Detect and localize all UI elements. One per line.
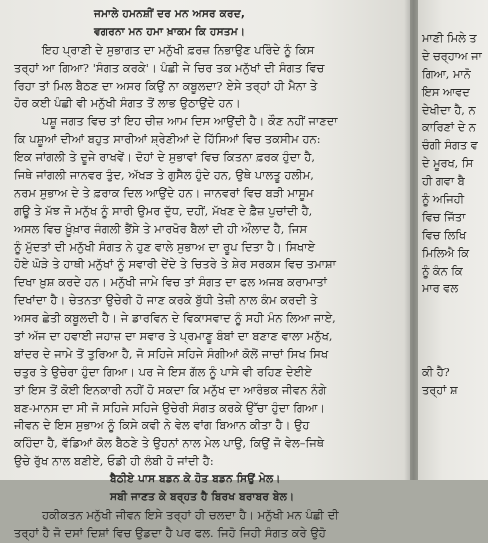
facing-text-line: ਨੂੰ ਕੰਨ ਕਿ: [422, 264, 463, 278]
facing-text-line: ਵਿਚ ਲਿਖਿ: [422, 228, 466, 242]
verse-line: ਜਮਾਲੇ ਹਮਨਸ਼ੀਂ ਦਰ ਮਨ ਅਸਰ ਕਰਦ,: [94, 8, 246, 20]
text-line: ਦਿਖਾ ਖ਼ੁਸ਼ ਕਰਦੇ ਹਨ। ਮਨੁੱਖੀ ਜਾਮੇ ਵਿਚ ਤਾਂ ਸੰਗਤ ਦਾ ਫਲ ਅਜਬ ਕਰਾਮਾਤਾਂ: [14, 276, 327, 290]
text-line: ਰਿਹਾ ਤਾਂ ਮਿਲ ਬੈਠਣ ਦਾ ਅਸਰ ਕਿਉਂ ਨਾ ਕਬੂਲਦਾ? ਏਸੇ ਤਰ੍ਹਾਂ ਹੀ ਮੈਨਾ ਤੇ: [14, 79, 318, 93]
text-line: ਕਹਿੰਦਾ ਹੈ, ਵੱਡਿਆਂ ਕੋਲ ਬੈਠਣੇ ਤੇ ਉਹਨਾਂ ਨਾਲ ਮੇਲ ਪਾਉ, ਕਿਉਂ ਜੋ ਵੇਲ–ਜਿਥੇ: [14, 437, 325, 451]
text-line: ਨਰਮ ਸੁਭਾਅ ਦੇ ਤੇ ਫ਼ਰਾਕ ਦਿਲ ਆਉਂਦੇ ਹਨ। ਜਾਨਵਰਾਂ ਵਿਚ ਬੜੀ ਮਾਸੂਮ: [14, 186, 314, 200]
text-line: ਚਤੁਰ ਤੇ ਉਚੇਰਾ ਹੁੰਦਾ ਗਿਆ। ਪਰ ਜੇ ਇਸ ਗੱਲ ਨੂੰ ਪਾਸੇ ਵੀ ਰਹਿਣ ਦੇਈਏ: [14, 365, 312, 379]
text-line: ਉਚੇ ਰੁੱਖ ਨਾਲ ਬਣੀਏ, ਓਡੀ ਹੀ ਲੰਬੀ ਹੋ ਜਾਂਦੀ ਹੈ:: [14, 455, 214, 469]
facing-text-line: ਤਰ੍ਹਾਂ ਸ਼: [422, 384, 458, 398]
facing-page: [418, 0, 488, 480]
text-line: ਬਣ-ਮਾਨਸ ਦਾ ਸੀ ਜੋ ਸਹਿਜੇ ਸਹਿਜੇ ਉਚੇਰੀ ਸੰਗਤ ਕਰਕੇ ਉੱਚਾ ਹੁੰਦਾ ਗਿਆ।: [14, 401, 326, 415]
body-text: [14, 6, 406, 543]
facing-spacer: [422, 298, 482, 364]
text-line: ਨੂੰ ਮੁੱਦਤਾਂ ਦੀ ਮਨੁੱਖੀ ਸੰਗਤ ਨੇ ਹੁਣ ਵਾਲੇ ਸੁਭਾਅ ਦਾ ਰੂਪ ਦਿਤਾ ਹੈ। ਸਿਖਾਏ: [14, 240, 316, 254]
facing-text-line: ਮਿਲਿਐ ਕਿ: [422, 246, 469, 260]
facing-text-line: ਦੇ ਮੂਰਖ, ਸਿ: [422, 157, 474, 171]
text-line: ਤਾਂ ਅੱਜ ਦਾ ਹਵਾਈ ਜਹਾਜ਼ ਦਾ ਸਵਾਰ ਤੇ ਪ੍ਰਮਾਣੂ ਬੰਬਾਂ ਦਾ ਬਣਾਣ ਵਾਲਾ ਮਨੁੱਖ,: [14, 330, 333, 344]
text-line: ਹੋਏ ਘੋੜੇ ਤੇ ਹਾਥੀ ਮਨੁੱਖਾਂ ਨੂੰ ਸਵਾਰੀ ਦੇਂਦੇ ਤੇ ਚਿਤਰੇ ਤੇ ਸ਼ੇਰ ਸਰਕਸ ਵਿਚ ਤਮਾਸ਼ਾ: [14, 258, 336, 272]
facing-text-line: ਚੰਗੀ ਸੰਗਤ ਵ: [422, 139, 478, 153]
facing-text-line: ਦੇ ਚਰ੍ਹਾਅ ਜਾ: [422, 49, 482, 63]
text-line: ਦਿਖਾਂਦਾ ਹੈ। ਚੇਤਨਤਾ ਉਚੇਰੀ ਹੋ ਜਾਣ ਕਰਕੇ ਬੁੱਧੀ ਤੇਜ਼ੀ ਨਾਲ ਕੰਮ ਕਰਦੀ ਤੇ: [14, 294, 318, 308]
verse-line: ਬੈਠੀਏ ਪਾਸ ਬਡਨ ਕੇ ਹੋਤ ਬਡਨ ਸਿਉਂ ਮੇਲ।: [110, 473, 281, 486]
text-line: ਹਕੀਕਤਨ ਮਨੁੱਖੀ ਜੀਵਨ ਇਸੇ ਤਰ੍ਹਾਂ ਹੀ ਚਲਦਾ ਹੈ। ਮਨੁੱਖੀ ਮਨ ਪੰਛੀ ਦੀ: [42, 508, 339, 522]
facing-text-line: ਮਾਣੀ ਮਿਲੇ ਤ: [422, 32, 477, 45]
text-line: ਇਕ ਜਾਂਗਲੀ ਤੇ ਦੂਜੇ ਰਾਖਵੇਂ। ਦੋਹਾਂ ਦੇ ਸੁਭਾਵਾਂ ਵਿਚ ਕਿਤਨਾ ਫ਼ਰਕ ਹੁੰਦਾ ਹੈ,: [14, 151, 316, 165]
facing-text-line: ਵਿਚ ਜਿੱਤਾ: [422, 210, 466, 224]
verse-line: ਵਗਰਨਾ ਮਨ ਹਮਾ ਖ਼ਾਕਮ ਕਿ ਹਸਤਮ।: [94, 25, 246, 38]
text-line: ਗਊ ਤੇ ਮੱਝ ਜੋ ਮਨੁੱਖ ਨੂੰ ਸਾਰੀ ਉਮਰ ਦੁੱਧ, ਦਹੀਂ, ਮੱਖਣ ਦੇ ਫ਼ੈਜ਼ ਪੁਚਾਂਦੀ ਹੈ,: [14, 204, 313, 218]
verse-line: ਸਬੀ ਜਾਣਤ ਕੇ ਬਰ੍ਹਤ ਹੈ ਬਿਰਖ ਬਰਾਬਰ ਬੇਲ।: [110, 491, 295, 504]
text-line: ਤਰ੍ਹਾਂ ਹੈ ਜੋ ਦਸਾਂ ਦਿਸ਼ਾਂ ਵਿਚ ਉਡਦਾ ਹੈ ਪਰ ਫਲ. ਜਿਹੋ ਜਿਹੀ ਸੰਗਤ ਕਰੇ ਉਹੋ: [14, 526, 326, 540]
facing-text-line: ਨੂੰ ਅਜਿਹੀ: [422, 193, 465, 207]
facing-text-line: ਹੀ ਗਵਾ ਬੈ: [422, 175, 465, 189]
text-line: ਜੀਵਨ ਦੇ ਇਸ ਸੁਭਾਅ ਨੂੰ ਕਿਸੇ ਕਵੀ ਨੇ ਵੇਲ ਵਾਂਗ ਬਿਆਨ ਕੀਤਾ ਹੈ। ਉਹ: [14, 419, 310, 433]
text-line: ਕਿ ਪਸ਼ੂਆਂ ਦੀਆਂ ਬਹੁਤ ਸਾਰੀਆਂ ਸ਼੍ਰੇਣੀਆਂ ਦੇ ਹਿੱਸਿਆਂ ਵਿਚ ਤਕਸੀਮ ਹਨ:: [14, 133, 321, 147]
facing-text-line: ਮਾਰ ਵਲ: [422, 282, 458, 296]
text-line: ਤਰ੍ਹਾਂ ਆ ਗਿਆ? 'ਸੰਗਤ ਕਰਕੇ'। ਪੰਛੀ ਜੇ ਚਿਰ ਤਕ ਮਨੁੱਖਾਂ ਦੀ ਸੰਗਤ ਵਿਚ: [14, 61, 325, 75]
text-line: ਪਸ਼ੂ ਜਗਤ ਵਿਚ ਤਾਂ ਇਹ ਚੀਜ਼ ਆਮ ਦਿਸ ਆਉਂਦੀ ਹੈ। ਕੌਣ ਨਹੀਂ ਜਾਣਦਾ: [42, 115, 338, 129]
facing-text-line: ਕੀ ਹੈ?: [422, 366, 450, 380]
text-line: ਹੋਰ ਕਈ ਪੰਛੀ ਵੀ ਮਨੁੱਖੀ ਸੰਗਤ ਤੋਂ ਲਾਭ ਉਠਾਉਂਦੇ ਹਨ।: [14, 97, 241, 111]
text-line: ਅਸਲ ਵਿਚ ਖ਼ੂੰਖ਼ਾਰ ਜੰਗਲੀ ਭੈਂਸੇ ਤੇ ਮਾਰਖੋਰ ਬੈਲਾਂ ਦੀ ਹੀ ਔਲਾਦ ਹੈ, ਜਿਸ: [14, 222, 308, 236]
text-line: ਬਾਂਦਰ ਦੇ ਜਾਮੇ ਤੋਂ ਤੁਰਿਆ ਹੈ, ਜੋ ਸਹਿਜੇ ਸਹਿਜੇ ਸੰਗੀਆਂ ਕੋਲੋਂ ਜਾਚਾਂ ਸਿਖ ਸਿਖ: [14, 347, 329, 361]
facing-text-line: ਇਸ ਆਵਦ: [422, 85, 470, 99]
text-line: ਜਿਥੇ ਜਾਂਗਲੀ ਜਾਨਵਰ ਤੁੰਦ, ਅੱਖੜ ਤੇ ਗੁਸੈਲ ਹੁੰਦੇ ਹਨ, ਉਥੇ ਪਾਲਤੂ ਹਲੀਮ,: [14, 169, 315, 183]
facing-text-line: ਦੇਖੀਦਾ ਹੈ, ਨ: [422, 103, 476, 117]
text-line: ਅਸਰ ਛੇਤੀ ਕਬੂਲਦੀ ਹੈ। ਜੇ ਡਾਰਵਿਨ ਦੇ ਵਿਕਾਸਵਾਦ ਨੂੰ ਸਹੀ ਮੰਨ ਲਿਆ ਜਾਏ,: [14, 312, 336, 326]
facing-text-line: ਕਾਰਿਣਾਂ ਦੇ ਨ: [422, 121, 476, 135]
text-line: ਇਹ ਪ੍ਰਾਣੀ ਦੇ ਸੁਭਾਗਤ ਦਾ ਮਨੁੱਖੀ ਫ਼ਰਜ਼ ਨਿਭਾਉਣ ਪਰਿੰਦੇ ਨੂੰ ਕਿਸ: [42, 43, 315, 57]
facing-page-text: [422, 30, 482, 400]
text-line: ਤਾਂ ਇਸ ਤੋਂ ਕੋਈ ਇਨਕਾਰੀ ਨਹੀਂ ਹੋ ਸਕਦਾ ਕਿ ਮਨੁੱਖ ਦਾ ਆਰੰਭਕ ਜੀਵਨ ਨੰਗੇ: [14, 383, 327, 397]
facing-text-line: ਗਿਆ, ਮਾਨੋ: [422, 67, 471, 81]
